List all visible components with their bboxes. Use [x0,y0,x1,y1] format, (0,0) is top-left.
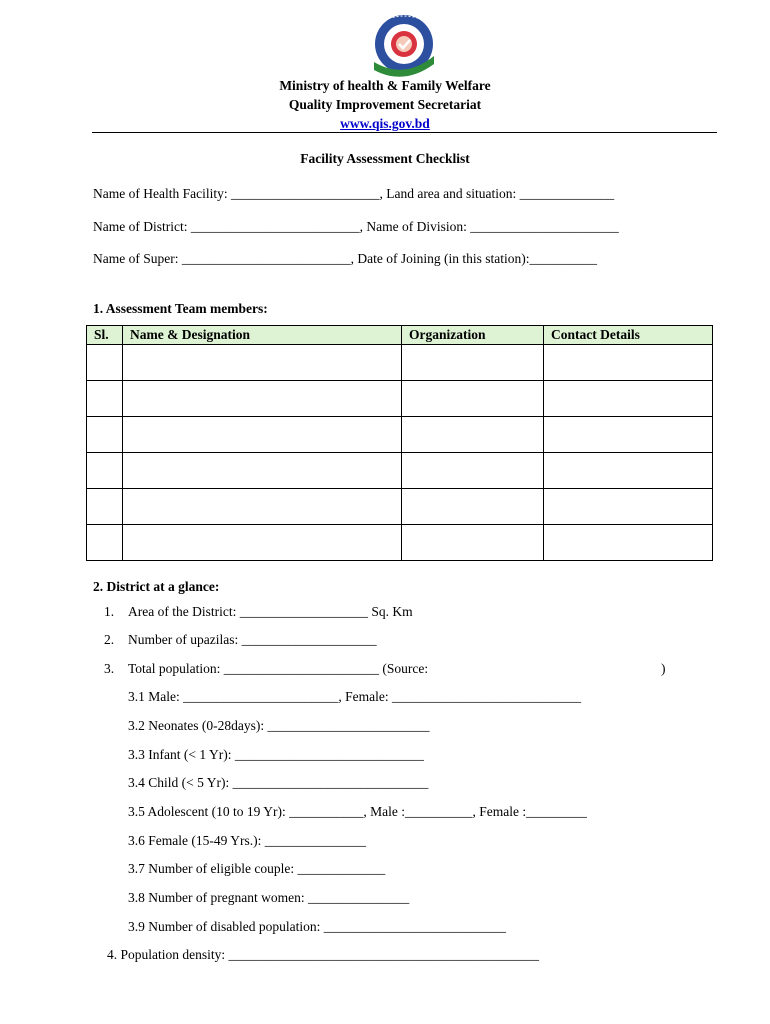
header-divider [92,132,717,133]
upazila-count-field[interactable]: Number of upazilas: ____________________ [128,632,377,647]
table-cell[interactable] [402,417,544,453]
pregnant-women-field[interactable]: 3.8 Number of pregnant women: _______________ [128,890,410,905]
table-cell[interactable] [87,453,123,489]
column-header-contact: Contact Details [544,326,713,345]
table-cell[interactable] [402,453,544,489]
assessment-team-table [86,325,713,561]
table-cell[interactable] [87,525,123,561]
area-field[interactable]: Area of the District: ___________________ Sq. Km [128,604,413,619]
table-row [87,417,713,453]
neonates-field[interactable]: 3.2 Neonates (0-28days): ________________________ [128,718,430,733]
table-cell[interactable] [544,345,713,381]
table-cell[interactable] [544,417,713,453]
secretariat-heading: Quality Improvement Secretariat [288,97,482,112]
table-cell[interactable] [87,345,123,381]
source-close-paren: ) [661,661,666,676]
super-joining-line[interactable]: Name of Super: _________________________, Date of Joining (in this station):__________ [93,251,597,266]
table-cell[interactable] [544,525,713,561]
column-header-sl: Sl. [87,326,123,345]
table-cell[interactable] [87,489,123,525]
child-field[interactable]: 3.4 Child (< 5 Yr): _____________________________ [128,775,429,790]
table-cell[interactable] [123,489,402,525]
table-cell[interactable] [123,453,402,489]
eligible-couple-field[interactable]: 3.7 Number of eligible couple: _____________ [128,861,386,876]
list-number: 1. [104,604,115,619]
list-number: 3. [104,661,115,676]
table-cell[interactable] [123,417,402,453]
qis-seal-logo-icon [371,14,437,78]
table-cell[interactable] [544,453,713,489]
table-row [87,345,713,381]
table-cell[interactable] [402,381,544,417]
table-row [87,489,713,525]
facility-name-line[interactable]: Name of Health Facility: ______________________, Land area and situation: ______________ [93,186,615,201]
table-cell[interactable] [544,381,713,417]
document-title: Facility Assessment Checklist [300,151,470,166]
table-cell[interactable] [123,381,402,417]
table-cell[interactable] [87,417,123,453]
column-header-name: Name & Designation [123,326,402,345]
team-section-heading: 1. Assessment Team members: [93,301,268,316]
table-row [87,381,713,417]
table-cell[interactable] [402,489,544,525]
table-cell[interactable] [87,381,123,417]
website-link[interactable]: www.qis.gov.bd [340,116,430,131]
table-header-row [87,326,713,345]
male-female-field[interactable]: 3.1 Male: _______________________, Female: ____________________________ [128,689,581,704]
district-division-line[interactable]: Name of District: _________________________, Name of Division: ______________________ [93,219,619,234]
table-cell[interactable] [544,489,713,525]
population-density-field[interactable]: 4. Population density: ______________________________________________ [107,947,539,962]
disabled-population-field[interactable]: 3.9 Number of disabled population: ___________________________ [128,919,506,934]
table-row [87,453,713,489]
table-cell[interactable] [402,345,544,381]
column-header-organization: Organization [402,326,544,345]
table-cell[interactable] [123,525,402,561]
female-15-49-field[interactable]: 3.6 Female (15-49 Yrs.): _______________ [128,833,366,848]
ministry-heading: Ministry of health & Family Welfare [279,78,491,93]
adolescent-field[interactable]: 3.5 Adolescent (10 to 19 Yr): ___________, Male :__________, Female :_________ [128,804,587,819]
table-cell[interactable] [402,525,544,561]
infant-field[interactable]: 3.3 Infant (< 1 Yr): ____________________________ [128,747,424,762]
table-cell[interactable] [123,345,402,381]
district-section-heading: 2. District at a glance: [93,579,220,594]
table-row [87,525,713,561]
total-population-field[interactable]: Total population: _______________________ (Source: [128,661,429,676]
list-number: 2. [104,632,115,647]
